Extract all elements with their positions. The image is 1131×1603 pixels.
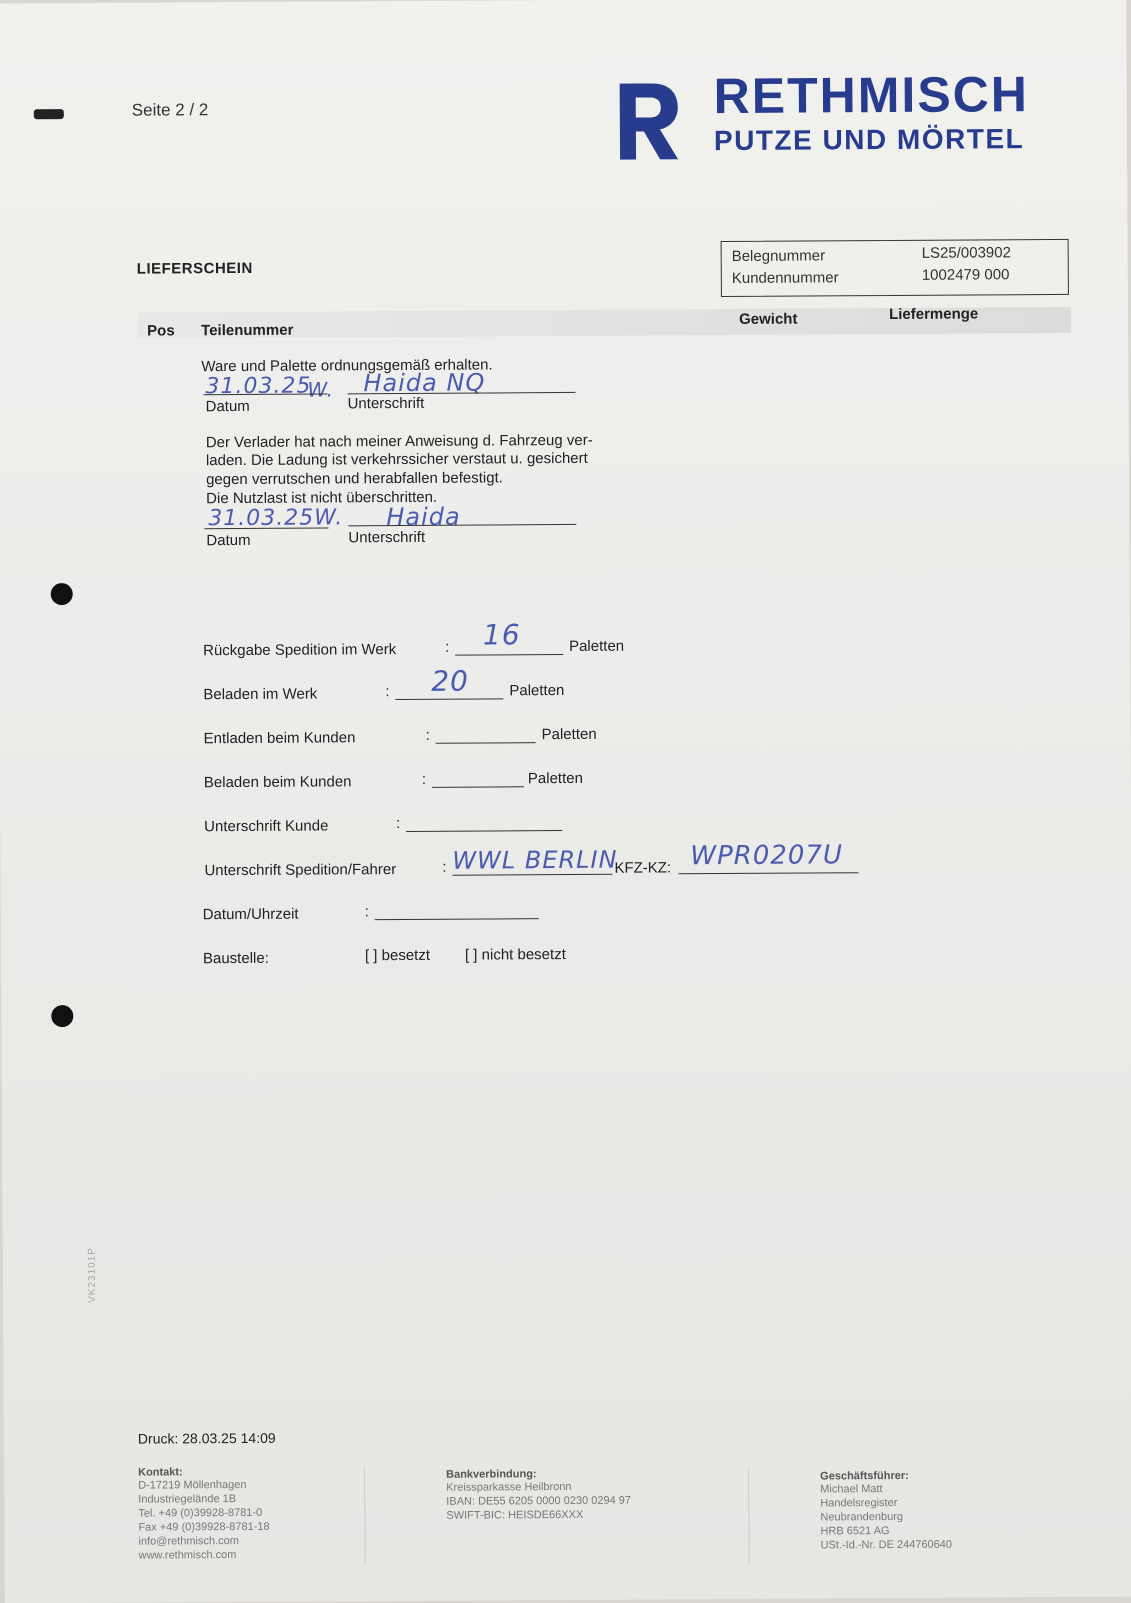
footer-divider-1 — [364, 1467, 366, 1563]
footer-gf-title: Geschäftsführer: — [820, 1469, 909, 1483]
baustelle-nicht-besetzt-checkbox[interactable]: [ ] nicht besetzt — [464, 946, 566, 964]
column-gewicht: Gewicht — [739, 310, 798, 328]
side-code: VK23101P — [86, 1247, 99, 1303]
loader-handwritten-signature: Haida — [386, 502, 461, 532]
footer-gf — [820, 1470, 952, 1553]
page-number: Seite 2 / 2 — [131, 100, 209, 120]
corner-mark — [34, 109, 64, 119]
unterschrift-kunde-line[interactable] — [406, 830, 562, 832]
beladen-kunde-colon: : — [421, 770, 427, 788]
document-title: LIEFERSCHEIN — [136, 259, 253, 278]
beladen-werk-colon: : — [385, 683, 390, 701]
beladen-kunde-line[interactable] — [432, 786, 524, 788]
belegnummer-value: LS25/003902 — [921, 244, 1011, 262]
unterschrift-fahrer-value: WWL BERLIN — [452, 845, 618, 875]
footer-kontakt-line: Industriegelände 1B — [138, 1493, 237, 1506]
receipt-date-label: Datum — [205, 397, 250, 416]
footer-divider-2 — [748, 1469, 750, 1565]
datum-uhrzeit-colon: : — [364, 903, 369, 921]
entladen-kunde-unit: Paletten — [541, 725, 597, 744]
footer-bank-title: Bankverbindung: — [446, 1468, 537, 1481]
unterschrift-fahrer-colon: : — [442, 858, 447, 876]
beladen-werk-label: Beladen im Werk — [203, 685, 318, 704]
company-name: RETHMISCH — [713, 66, 1030, 125]
kfz-label: KFZ-KZ: — [614, 859, 672, 877]
beladen-werk-unit: Paletten — [509, 682, 565, 700]
footer-gf-line: Handelsregister — [820, 1496, 898, 1510]
kundennummer-label: Kundennummer — [731, 269, 839, 287]
unterschrift-fahrer-line — [452, 874, 612, 876]
baustelle-besetzt-checkbox[interactable]: [ ] besetzt — [364, 946, 431, 965]
belegnummer-label: Belegnummer — [731, 247, 826, 265]
punch-hole-top — [51, 583, 73, 605]
baustelle-label: Baustelle: — [202, 949, 269, 968]
loader-line-2: laden. Die Ladung ist verkehrssicher verstaut u. gesichert — [205, 449, 588, 470]
receipt-handwritten-signature: Haida NQ — [363, 368, 486, 398]
footer-bank-line: Kreissparkasse Heilbronn — [446, 1480, 572, 1494]
loader-line-1: Der Verlader hat nach meiner Anweisung d. Fahrzeug ver- — [205, 431, 593, 452]
rueckgabe-unit: Paletten — [569, 637, 625, 655]
footer-bank — [446, 1468, 631, 1523]
footer-gf-line: Neubrandenburg — [820, 1510, 904, 1524]
receipt-handwritten-date: 31.03.25 — [205, 373, 312, 400]
punch-hole-bottom — [51, 1005, 73, 1027]
rueckgabe-label: Rückgabe Spedition im Werk — [203, 641, 397, 660]
footer-kontakt-website[interactable]: www.rethmisch.com — [138, 1549, 237, 1562]
beladen-werk-line — [395, 698, 503, 700]
loader-line-3: gegen verrutschen und herabfallen befestigt. — [205, 469, 503, 489]
footer-kontakt — [138, 1466, 270, 1563]
rueckgabe-line — [455, 654, 563, 656]
unterschrift-kunde-colon: : — [396, 815, 401, 833]
receipt-handwritten-initial: W. — [307, 377, 335, 402]
footer-gf-line: HRB 6521 AG — [820, 1525, 890, 1538]
column-teilenummer: Teilenummer — [201, 321, 294, 340]
footer-bank-bic: SWIFT-BIC: HEISDE66XXX — [446, 1508, 584, 1522]
footer-kontakt-title: Kontakt: — [138, 1466, 183, 1479]
loader-signature-line — [348, 524, 576, 526]
footer-gf-line: USt.-Id.-Nr. DE 244760640 — [820, 1538, 953, 1552]
entladen-kunde-colon: : — [425, 726, 430, 744]
rueckgabe-value: 16 — [482, 618, 521, 652]
kfz-value: WPR0207U — [690, 840, 844, 872]
datum-uhrzeit-label: Datum/Uhrzeit — [202, 905, 299, 924]
column-pos: Pos — [147, 322, 175, 340]
footer-gf-line: Michael Matt — [820, 1483, 883, 1496]
footer-kontakt-line: Tel. +49 (0)39928-8781-0 — [138, 1506, 263, 1520]
beladen-kunde-label: Beladen beim Kunden — [203, 773, 352, 792]
loader-line-4: Die Nutzlast ist nicht überschritten. — [206, 488, 438, 508]
reference-box — [721, 239, 1069, 297]
loader-date-label: Datum — [206, 531, 251, 550]
kfz-line — [678, 872, 858, 874]
company-tagline: PUTZE UND MÖRTEL — [713, 123, 1025, 157]
company-logo-icon — [616, 81, 680, 161]
rueckgabe-colon: : — [445, 638, 450, 656]
entladen-kunde-label: Entladen beim Kunden — [203, 729, 356, 748]
footer-bank-iban: IBAN: DE55 6205 0000 0230 0294 97 — [446, 1494, 632, 1508]
loader-handwritten-date: 31.03.25W. — [208, 505, 344, 532]
footer-kontakt-line: Fax +49 (0)39928-8781-18 — [138, 1520, 270, 1534]
footer-kontakt-email[interactable]: info@rethmisch.com — [138, 1535, 239, 1548]
beladen-werk-value: 20 — [431, 664, 470, 698]
beladen-kunde-unit: Paletten — [527, 769, 583, 788]
unterschrift-kunde-label: Unterschrift Kunde — [204, 817, 329, 836]
kundennummer-value: 1002479 000 — [921, 266, 1010, 284]
column-liefermenge: Liefermenge — [888, 305, 979, 324]
receipt-statement: Ware und Palette ordnungsgemäß erhalten. — [201, 356, 493, 376]
loader-signature-label: Unterschrift — [348, 528, 426, 547]
datum-uhrzeit-line[interactable] — [375, 918, 539, 920]
print-info: Druck: 28.03.25 14:09 — [137, 1429, 276, 1447]
footer-kontakt-line: D-17219 Möllenhagen — [138, 1478, 247, 1492]
unterschrift-fahrer-label: Unterschrift Spedition/Fahrer — [204, 861, 397, 880]
receipt-signature-label: Unterschrift — [347, 394, 425, 413]
entladen-kunde-line[interactable] — [436, 742, 536, 744]
